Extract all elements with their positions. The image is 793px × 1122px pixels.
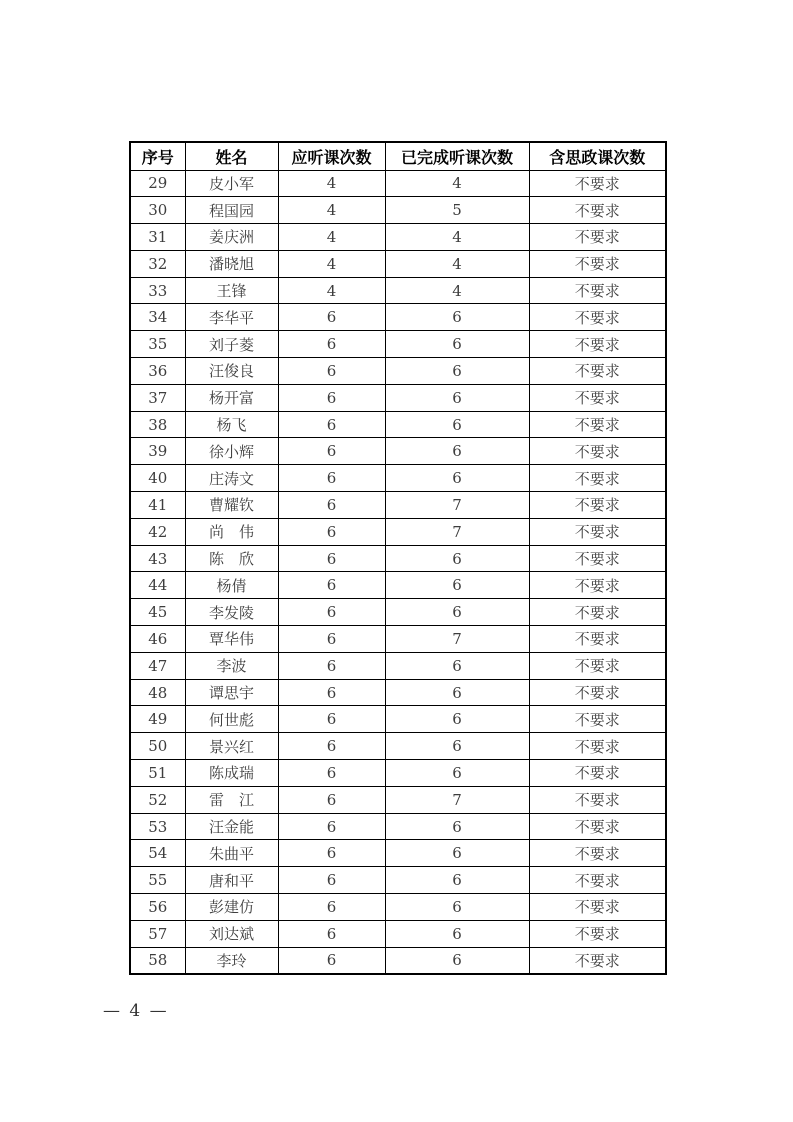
table-row bbox=[130, 250, 666, 277]
cell-completed-sessions: 4 bbox=[385, 277, 529, 304]
cell-required-sessions: 6 bbox=[278, 358, 385, 385]
cell-completed-sessions: 6 bbox=[385, 465, 529, 492]
cell-name: 程国园 bbox=[185, 197, 278, 224]
cell-completed-sessions: 4 bbox=[385, 224, 529, 251]
cell-required-sessions: 6 bbox=[278, 545, 385, 572]
cell-name: 王锋 bbox=[185, 277, 278, 304]
cell-completed-sessions: 4 bbox=[385, 170, 529, 197]
table-header-row bbox=[130, 142, 666, 170]
cell-required-sessions: 6 bbox=[278, 840, 385, 867]
cell-required-sessions: 6 bbox=[278, 679, 385, 706]
cell-index: 49 bbox=[130, 706, 185, 733]
cell-required-sessions: 6 bbox=[278, 706, 385, 733]
table-body bbox=[130, 170, 666, 974]
cell-completed-sessions: 6 bbox=[385, 894, 529, 921]
cell-required-sessions: 6 bbox=[278, 518, 385, 545]
cell-ideological-sessions: 不要求 bbox=[529, 572, 666, 599]
cell-ideological-sessions: 不要求 bbox=[529, 920, 666, 947]
cell-name: 李华平 bbox=[185, 304, 278, 331]
cell-index: 31 bbox=[130, 224, 185, 251]
cell-ideological-sessions: 不要求 bbox=[529, 706, 666, 733]
cell-required-sessions: 6 bbox=[278, 465, 385, 492]
cell-ideological-sessions: 不要求 bbox=[529, 947, 666, 974]
table-row bbox=[130, 411, 666, 438]
cell-name: 尚 伟 bbox=[185, 518, 278, 545]
cell-index: 37 bbox=[130, 384, 185, 411]
col-header-index: 序号 bbox=[130, 142, 185, 170]
cell-ideological-sessions: 不要求 bbox=[529, 492, 666, 519]
cell-index: 51 bbox=[130, 760, 185, 787]
cell-ideological-sessions: 不要求 bbox=[529, 545, 666, 572]
table-row bbox=[130, 599, 666, 626]
cell-name: 潘晓旭 bbox=[185, 250, 278, 277]
cell-completed-sessions: 7 bbox=[385, 626, 529, 653]
cell-index: 35 bbox=[130, 331, 185, 358]
cell-index: 39 bbox=[130, 438, 185, 465]
cell-name: 朱曲平 bbox=[185, 840, 278, 867]
col-header-name: 姓名 bbox=[185, 142, 278, 170]
cell-required-sessions: 6 bbox=[278, 733, 385, 760]
cell-ideological-sessions: 不要求 bbox=[529, 304, 666, 331]
cell-ideological-sessions: 不要求 bbox=[529, 733, 666, 760]
cell-required-sessions: 6 bbox=[278, 920, 385, 947]
cell-ideological-sessions: 不要求 bbox=[529, 840, 666, 867]
cell-name: 景兴红 bbox=[185, 733, 278, 760]
cell-index: 38 bbox=[130, 411, 185, 438]
cell-ideological-sessions: 不要求 bbox=[529, 652, 666, 679]
cell-ideological-sessions: 不要求 bbox=[529, 813, 666, 840]
cell-index: 50 bbox=[130, 733, 185, 760]
cell-completed-sessions: 6 bbox=[385, 947, 529, 974]
cell-index: 43 bbox=[130, 545, 185, 572]
cell-index: 34 bbox=[130, 304, 185, 331]
cell-index: 47 bbox=[130, 652, 185, 679]
cell-index: 55 bbox=[130, 867, 185, 894]
cell-required-sessions: 6 bbox=[278, 438, 385, 465]
cell-name: 汪金能 bbox=[185, 813, 278, 840]
cell-completed-sessions: 6 bbox=[385, 652, 529, 679]
table-row bbox=[130, 894, 666, 921]
cell-ideological-sessions: 不要求 bbox=[529, 867, 666, 894]
table-row bbox=[130, 331, 666, 358]
cell-name: 陈 欣 bbox=[185, 545, 278, 572]
table-row bbox=[130, 706, 666, 733]
cell-completed-sessions: 6 bbox=[385, 706, 529, 733]
table-row bbox=[130, 679, 666, 706]
cell-required-sessions: 6 bbox=[278, 411, 385, 438]
cell-index: 41 bbox=[130, 492, 185, 519]
cell-completed-sessions: 7 bbox=[385, 786, 529, 813]
cell-completed-sessions: 5 bbox=[385, 197, 529, 224]
cell-index: 53 bbox=[130, 813, 185, 840]
table-row bbox=[130, 492, 666, 519]
table-row bbox=[130, 384, 666, 411]
cell-required-sessions: 4 bbox=[278, 197, 385, 224]
cell-required-sessions: 6 bbox=[278, 786, 385, 813]
cell-index: 42 bbox=[130, 518, 185, 545]
cell-index: 30 bbox=[130, 197, 185, 224]
cell-index: 46 bbox=[130, 626, 185, 653]
cell-ideological-sessions: 不要求 bbox=[529, 786, 666, 813]
attendance-table bbox=[129, 141, 667, 975]
cell-index: 29 bbox=[130, 170, 185, 197]
cell-name: 谭思宇 bbox=[185, 679, 278, 706]
table-row bbox=[130, 358, 666, 385]
cell-name: 李波 bbox=[185, 652, 278, 679]
cell-completed-sessions: 6 bbox=[385, 867, 529, 894]
cell-name: 杨倩 bbox=[185, 572, 278, 599]
cell-required-sessions: 4 bbox=[278, 224, 385, 251]
cell-completed-sessions: 7 bbox=[385, 492, 529, 519]
cell-completed-sessions: 6 bbox=[385, 840, 529, 867]
cell-ideological-sessions: 不要求 bbox=[529, 197, 666, 224]
table-row bbox=[130, 197, 666, 224]
cell-completed-sessions: 6 bbox=[385, 599, 529, 626]
cell-name: 皮小军 bbox=[185, 170, 278, 197]
table-row bbox=[130, 518, 666, 545]
cell-required-sessions: 6 bbox=[278, 813, 385, 840]
cell-ideological-sessions: 不要求 bbox=[529, 438, 666, 465]
cell-required-sessions: 6 bbox=[278, 947, 385, 974]
table-row bbox=[130, 652, 666, 679]
cell-ideological-sessions: 不要求 bbox=[529, 277, 666, 304]
col-header-completed-sessions: 已完成听课次数 bbox=[385, 142, 529, 170]
cell-ideological-sessions: 不要求 bbox=[529, 384, 666, 411]
cell-ideological-sessions: 不要求 bbox=[529, 626, 666, 653]
cell-index: 58 bbox=[130, 947, 185, 974]
cell-name: 陈成瑞 bbox=[185, 760, 278, 787]
table-row bbox=[130, 224, 666, 251]
cell-completed-sessions: 6 bbox=[385, 733, 529, 760]
cell-completed-sessions: 6 bbox=[385, 304, 529, 331]
cell-required-sessions: 4 bbox=[278, 170, 385, 197]
table-row bbox=[130, 170, 666, 197]
table-row bbox=[130, 465, 666, 492]
table-row bbox=[130, 572, 666, 599]
cell-required-sessions: 6 bbox=[278, 304, 385, 331]
cell-required-sessions: 6 bbox=[278, 867, 385, 894]
cell-name: 徐小辉 bbox=[185, 438, 278, 465]
table-row bbox=[130, 438, 666, 465]
cell-required-sessions: 6 bbox=[278, 331, 385, 358]
cell-completed-sessions: 6 bbox=[385, 760, 529, 787]
cell-index: 57 bbox=[130, 920, 185, 947]
cell-required-sessions: 6 bbox=[278, 760, 385, 787]
cell-name: 庄涛文 bbox=[185, 465, 278, 492]
cell-ideological-sessions: 不要求 bbox=[529, 250, 666, 277]
cell-required-sessions: 6 bbox=[278, 894, 385, 921]
table-row bbox=[130, 545, 666, 572]
cell-name: 刘子菱 bbox=[185, 331, 278, 358]
cell-completed-sessions: 7 bbox=[385, 518, 529, 545]
cell-index: 52 bbox=[130, 786, 185, 813]
cell-completed-sessions: 6 bbox=[385, 331, 529, 358]
col-header-ideological-sessions: 含思政课次数 bbox=[529, 142, 666, 170]
cell-required-sessions: 4 bbox=[278, 277, 385, 304]
cell-completed-sessions: 6 bbox=[385, 813, 529, 840]
table-row bbox=[130, 626, 666, 653]
cell-ideological-sessions: 不要求 bbox=[529, 170, 666, 197]
cell-index: 44 bbox=[130, 572, 185, 599]
cell-index: 33 bbox=[130, 277, 185, 304]
col-header-required-sessions: 应听课次数 bbox=[278, 142, 385, 170]
cell-index: 45 bbox=[130, 599, 185, 626]
cell-completed-sessions: 6 bbox=[385, 920, 529, 947]
table-row bbox=[130, 867, 666, 894]
cell-required-sessions: 6 bbox=[278, 572, 385, 599]
cell-ideological-sessions: 不要求 bbox=[529, 465, 666, 492]
cell-required-sessions: 6 bbox=[278, 492, 385, 519]
cell-ideological-sessions: 不要求 bbox=[529, 358, 666, 385]
cell-index: 36 bbox=[130, 358, 185, 385]
cell-index: 48 bbox=[130, 679, 185, 706]
cell-name: 雷 江 bbox=[185, 786, 278, 813]
cell-required-sessions: 6 bbox=[278, 384, 385, 411]
cell-name: 何世彪 bbox=[185, 706, 278, 733]
cell-name: 曹耀钦 bbox=[185, 492, 278, 519]
table-row bbox=[130, 786, 666, 813]
cell-completed-sessions: 6 bbox=[385, 438, 529, 465]
cell-ideological-sessions: 不要求 bbox=[529, 679, 666, 706]
cell-name: 覃华伟 bbox=[185, 626, 278, 653]
cell-index: 32 bbox=[130, 250, 185, 277]
cell-name: 杨飞 bbox=[185, 411, 278, 438]
table-row bbox=[130, 920, 666, 947]
cell-ideological-sessions: 不要求 bbox=[529, 894, 666, 921]
cell-index: 54 bbox=[130, 840, 185, 867]
cell-completed-sessions: 6 bbox=[385, 545, 529, 572]
cell-ideological-sessions: 不要求 bbox=[529, 760, 666, 787]
table-row bbox=[130, 813, 666, 840]
cell-completed-sessions: 6 bbox=[385, 384, 529, 411]
table-row bbox=[130, 840, 666, 867]
cell-completed-sessions: 6 bbox=[385, 358, 529, 385]
cell-ideological-sessions: 不要求 bbox=[529, 411, 666, 438]
cell-required-sessions: 6 bbox=[278, 652, 385, 679]
cell-name: 姜庆洲 bbox=[185, 224, 278, 251]
cell-completed-sessions: 6 bbox=[385, 572, 529, 599]
cell-index: 40 bbox=[130, 465, 185, 492]
cell-ideological-sessions: 不要求 bbox=[529, 599, 666, 626]
table-row bbox=[130, 947, 666, 974]
cell-required-sessions: 6 bbox=[278, 599, 385, 626]
cell-ideological-sessions: 不要求 bbox=[529, 331, 666, 358]
cell-completed-sessions: 4 bbox=[385, 250, 529, 277]
cell-name: 李玲 bbox=[185, 947, 278, 974]
page-number: — 4 — bbox=[103, 1001, 169, 1021]
cell-required-sessions: 6 bbox=[278, 626, 385, 653]
cell-name: 彭建仿 bbox=[185, 894, 278, 921]
cell-completed-sessions: 6 bbox=[385, 411, 529, 438]
cell-completed-sessions: 6 bbox=[385, 679, 529, 706]
table-row bbox=[130, 277, 666, 304]
table-row bbox=[130, 304, 666, 331]
cell-name: 唐和平 bbox=[185, 867, 278, 894]
cell-index: 56 bbox=[130, 894, 185, 921]
cell-ideological-sessions: 不要求 bbox=[529, 224, 666, 251]
cell-required-sessions: 4 bbox=[278, 250, 385, 277]
cell-ideological-sessions: 不要求 bbox=[529, 518, 666, 545]
cell-name: 李发陵 bbox=[185, 599, 278, 626]
cell-name: 刘达斌 bbox=[185, 920, 278, 947]
table-row bbox=[130, 760, 666, 787]
table-row bbox=[130, 733, 666, 760]
cell-name: 杨开富 bbox=[185, 384, 278, 411]
cell-name: 汪俊良 bbox=[185, 358, 278, 385]
